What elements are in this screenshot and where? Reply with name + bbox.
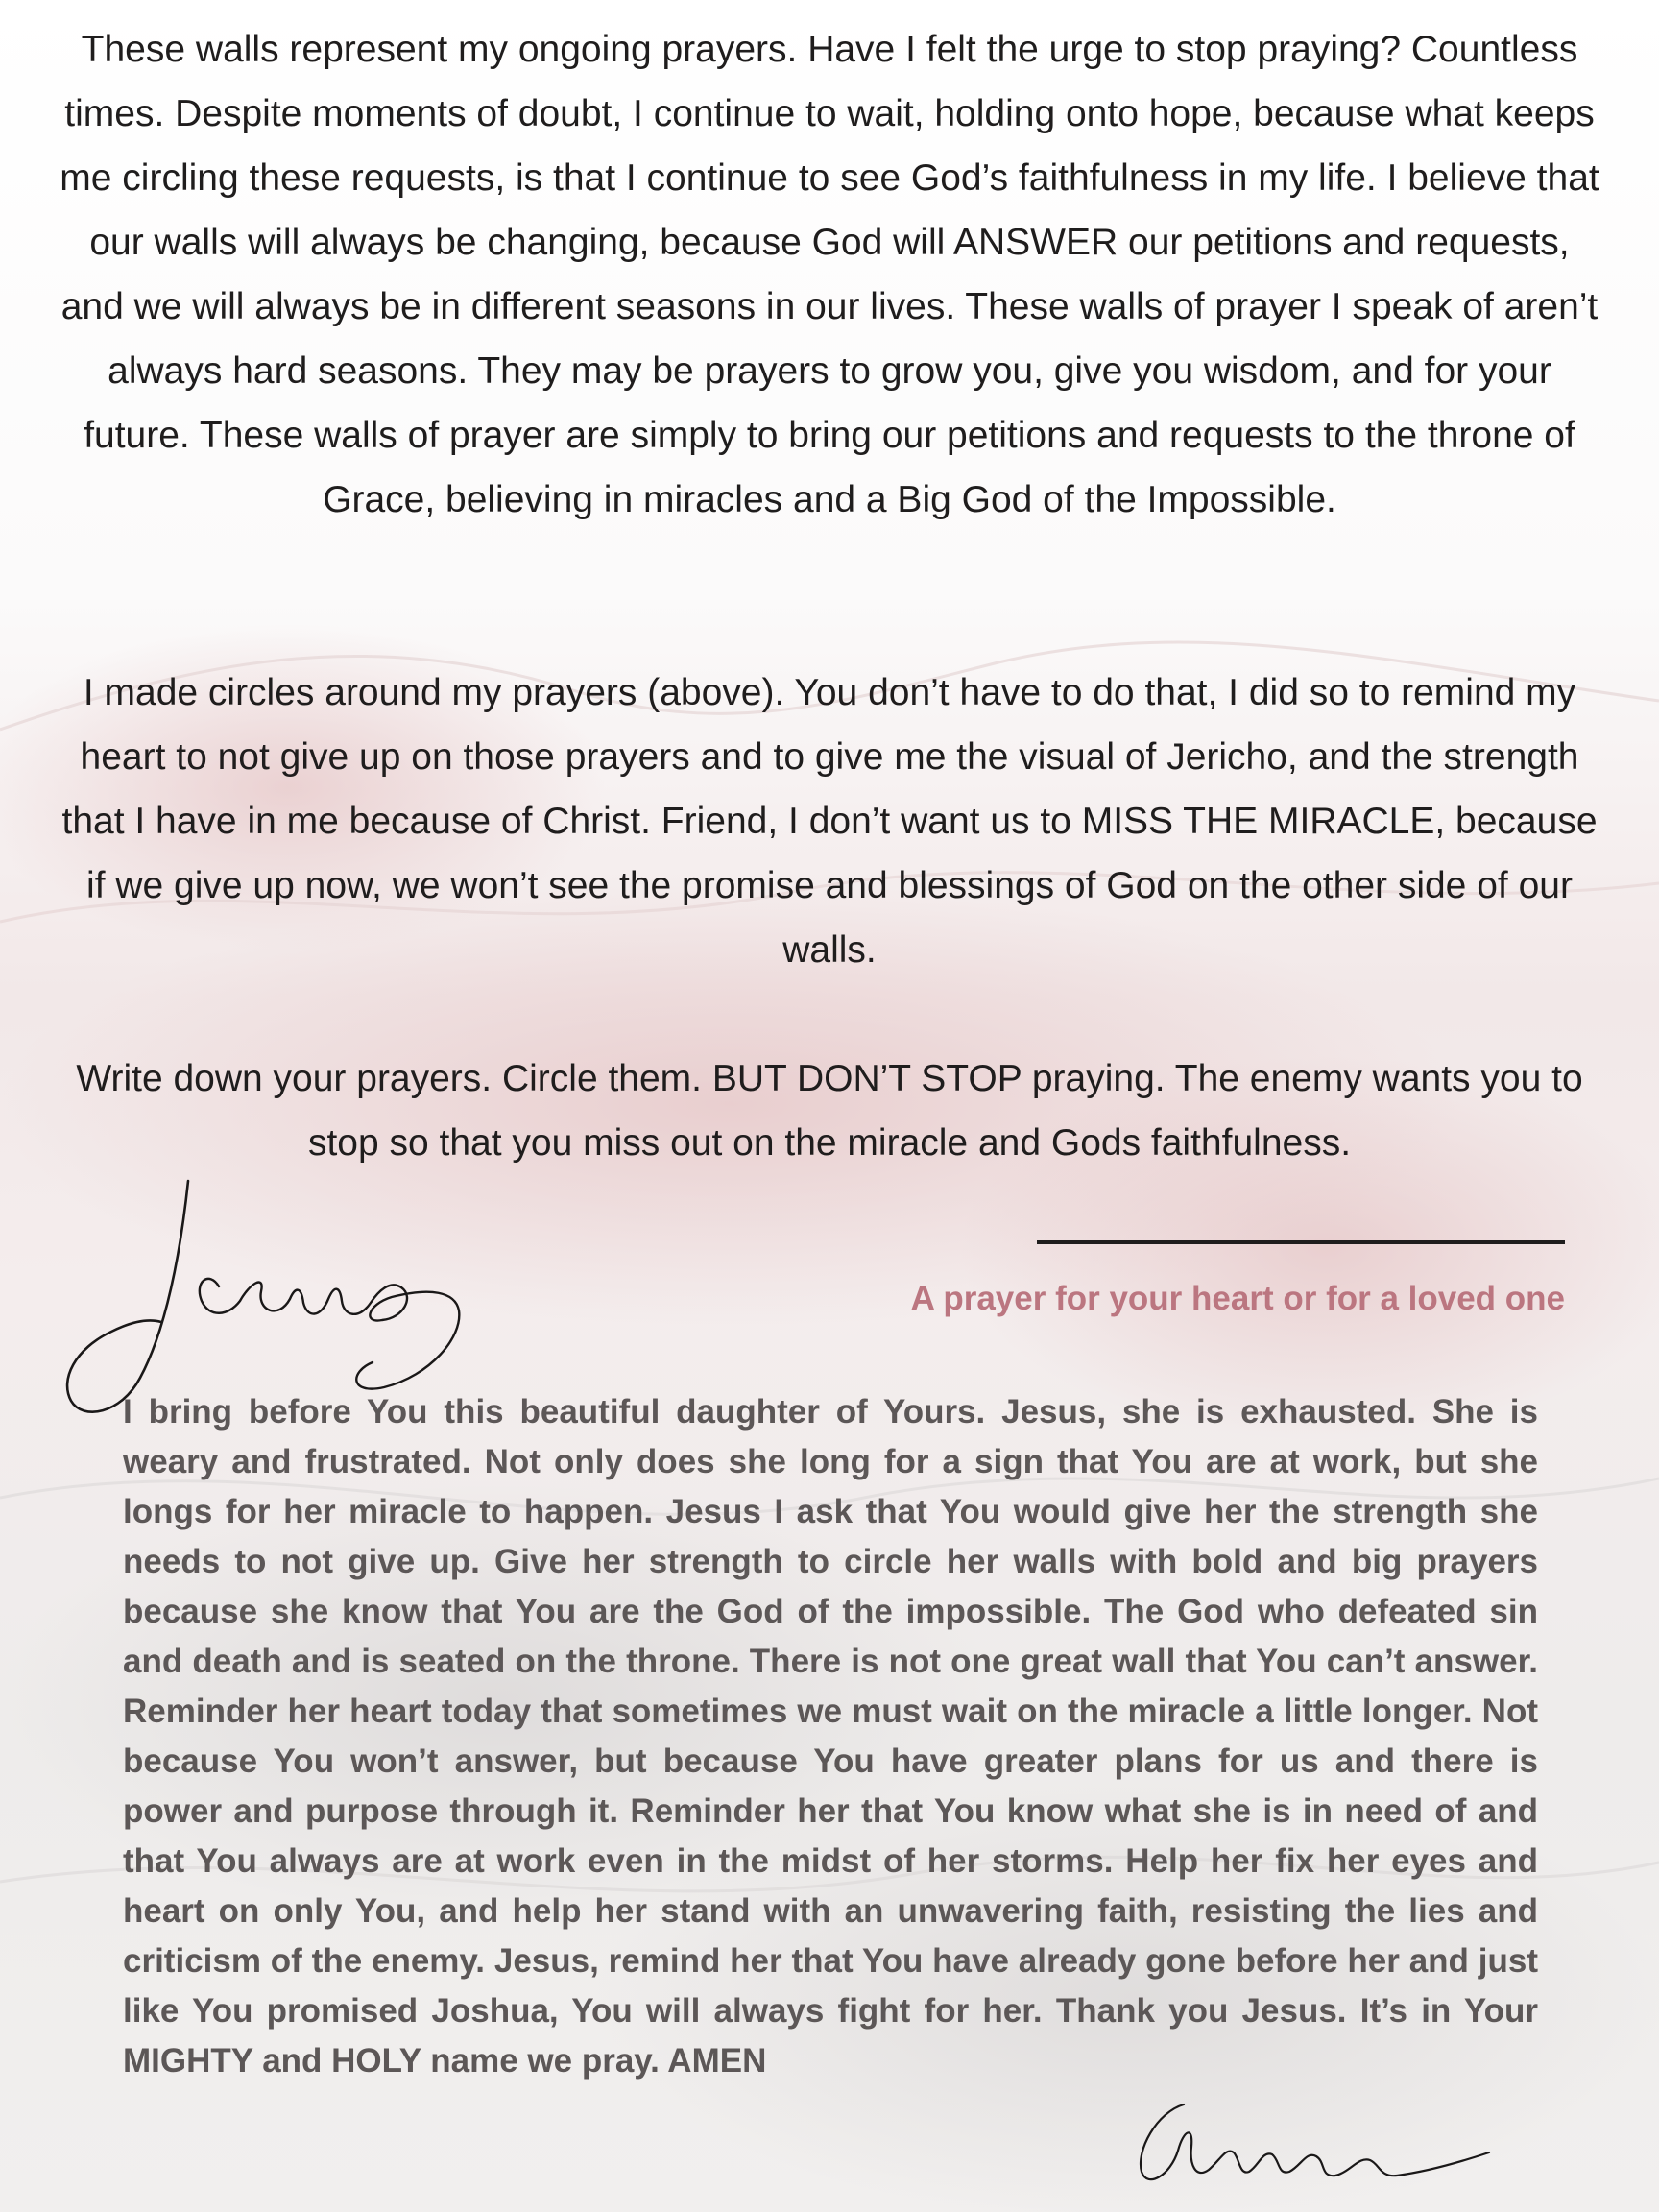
signature-line bbox=[1037, 1240, 1565, 1244]
prayer-subtitle: A prayer for your heart or for a loved one bbox=[910, 1280, 1565, 1317]
intro-paragraph-3: Write down your prayers. Circle them. BUT DON’T STOP praying. The enemy wants you to stop so that you miss out on the miracle and Gods faithfulness. bbox=[76, 1058, 1583, 1164]
jesus-script-title bbox=[27, 1166, 488, 1416]
prayer-body: I bring before You this beautiful daughter of Yours. Jesus, she is exhausted. She is weary and frustrated. Not only does she long for a sign that You are at work, but she longs for her miracle to happen. Jesus I ask that You would give her the strength she needs to not give up. Give her strength to circle her walls with bold and big prayers because she know that You are the God of the impossible. The God who defeated sin and death and is seated on the throne. There is not one great wall that You can’t answer. Reminder her heart today that sometimes we must wait on the miracle a little longer. Not because You won’t answer, but because You have greater plans for us and there is power and purpose through it. Reminder her that You know what she is in need of and that You always are at work even in the midst of her storms. Help her fix her eyes and heart on only You, and help her stand with an unwavering faith, resisting the lies and criticism of the enemy. Jesus, remind her that You have already gone before her and just like You promised Joshua, You will always fight for her. Thank you Jesus. It’s in Your MIGHTY and HOLY name we pray. AMEN bbox=[123, 1393, 1538, 2080]
intro-paragraph-2: I made circles around my prayers (above). You don’t have to do that, I did so to remind my heart to not give up on those prayers and to give me the visual of Jericho, and the strength that I have in me because of Christ. Friend, I don’t want us to MISS THE MIRACLE, because if we give up now, we won’t see the promise and blessings of God on the other side of our walls. bbox=[61, 672, 1598, 971]
intro-paragraph-1: These walls represent my ongoing prayers. Have I felt the urge to stop praying? Countless times. Despite moments of doubt, I continue to wait, holding onto hope, because what keeps me circling these requests, is that I continue to see God’s faithfulness in my life. I believe that our walls will always be changing, because God will ANSWER our petitions and requests, and we will always be in different seasons in our lives. These walls of prayer I speak of aren’t always hard seasons. They may be prayers to grow you, give you wisdom, and for your future. These walls of prayer are simply to bring our petitions and requests to the throne of Grace, believing in miracles and a Big God of the Impossible. bbox=[60, 29, 1599, 520]
amen-script-signature bbox=[1128, 2083, 1503, 2189]
